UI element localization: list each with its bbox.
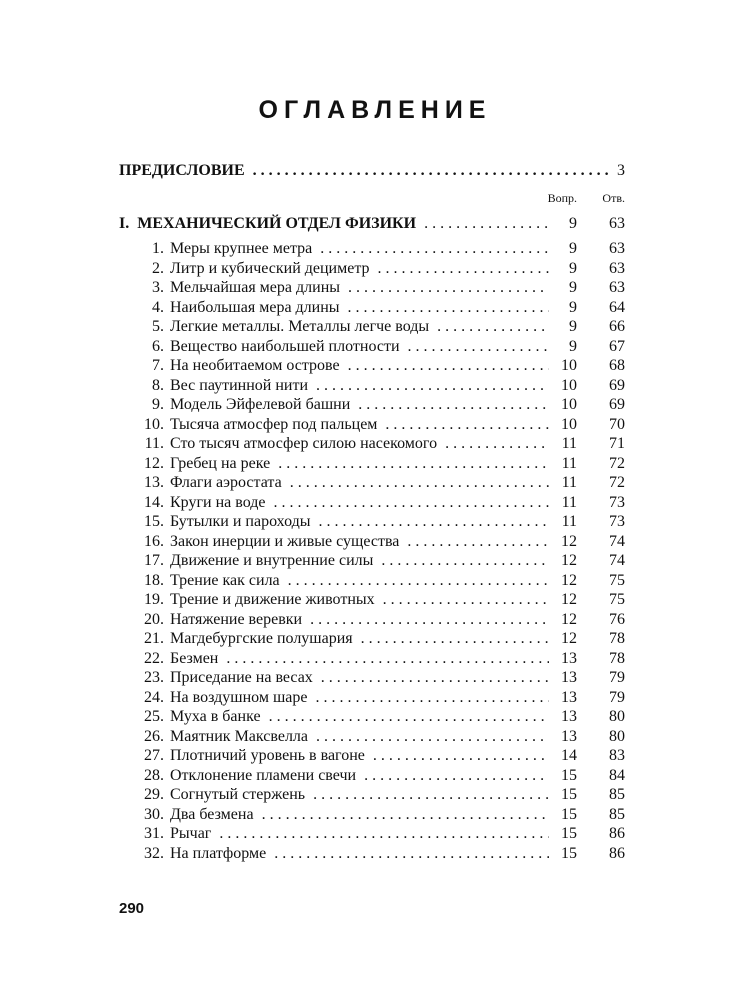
item-title: Два безмена (170, 805, 254, 823)
toc-item-row[interactable] (119, 629, 625, 649)
item-question-page: 11 (561, 435, 577, 452)
answer-column-header: Отв. (602, 191, 625, 205)
dot-leader (273, 493, 549, 513)
toc-item-row[interactable] (119, 415, 625, 435)
toc-item-row[interactable] (119, 512, 625, 532)
item-answer-page: 71 (609, 435, 625, 452)
item-title: Гребец на реке (170, 454, 271, 472)
item-question-page: 12 (561, 532, 577, 550)
item-title: Приседание на весах (170, 669, 313, 686)
dot-leader (316, 727, 549, 747)
item-answer-page: 85 (609, 805, 625, 823)
item-number: 20. (144, 610, 164, 628)
item-answer-page: 63 (609, 259, 625, 277)
item-number: 26. (144, 727, 164, 745)
item-title: Сто тысяч атмосфер силою насекомого (170, 435, 438, 452)
item-question-page: 10 (561, 415, 577, 433)
dot-leader (445, 434, 549, 454)
toc-item-row[interactable] (119, 454, 625, 474)
dot-leader (316, 376, 549, 396)
toc-item-row[interactable] (119, 590, 625, 610)
toc-item-row[interactable] (119, 317, 625, 337)
item-answer-page: 83 (609, 747, 625, 764)
item-answer-page: 66 (609, 318, 625, 335)
toc-item-row[interactable] (119, 259, 625, 279)
item-title: Закон инерции и живые существа (170, 532, 400, 550)
toc-item-row[interactable] (119, 493, 625, 513)
item-question-page: 12 (561, 571, 577, 589)
item-question-page: 13 (561, 649, 577, 667)
item-answer-page: 80 (609, 727, 625, 745)
item-number: 27. (144, 747, 164, 764)
dot-leader (348, 298, 549, 318)
item-title: Вещество наибольшей плотности (170, 337, 400, 355)
item-question-page: 10 (561, 376, 577, 394)
item-answer-page: 78 (609, 630, 625, 647)
item-number: 18. (144, 571, 164, 589)
dot-leader (407, 532, 549, 552)
item-answer-page: 69 (609, 396, 625, 413)
item-answer-page: 76 (609, 610, 625, 628)
dot-leader (348, 356, 549, 376)
item-answer-page: 64 (609, 298, 625, 316)
item-answer-page: 63 (609, 240, 625, 257)
item-answer-page: 74 (609, 552, 625, 569)
item-title: Меры крупнее метра (170, 240, 313, 257)
item-question-page: 11 (561, 454, 577, 472)
item-question-page: 13 (561, 688, 577, 706)
dot-leader (269, 707, 549, 727)
item-title: Маятник Максвелла (170, 727, 309, 745)
dot-leader (313, 785, 549, 805)
item-question-page: 15 (561, 805, 577, 823)
item-title: Движение и внутренние силы (170, 552, 374, 569)
dot-leader (437, 317, 549, 337)
dot-leader (288, 571, 549, 591)
item-question-page: 13 (561, 727, 577, 745)
dot-leader (226, 649, 549, 669)
item-number: 31. (144, 825, 164, 842)
item-answer-page: 73 (609, 493, 625, 511)
item-number: 15. (144, 513, 164, 530)
item-question-page: 10 (561, 396, 577, 413)
item-title: Магдебургские полушария (170, 630, 353, 647)
item-question-page: 15 (561, 825, 577, 842)
dot-leader (364, 766, 549, 786)
item-answer-page: 75 (609, 591, 625, 608)
item-number: 14. (144, 493, 164, 511)
item-answer-page: 70 (609, 415, 625, 433)
dot-leader (361, 629, 549, 649)
toc-item-row[interactable] (119, 571, 625, 591)
item-answer-page: 75 (609, 571, 625, 589)
section-question-page: 9 (569, 215, 577, 232)
toc-item-row[interactable] (119, 337, 625, 357)
toc-item-row[interactable] (119, 532, 625, 552)
toc-item-row[interactable] (119, 785, 625, 805)
toc-item-row[interactable] (119, 746, 625, 766)
item-number: 11. (144, 435, 164, 452)
item-question-page: 9 (569, 279, 577, 296)
item-answer-page: 79 (609, 669, 625, 686)
toc-item-row[interactable] (119, 844, 625, 864)
dot-leader (385, 415, 549, 435)
item-title: Тысяча атмосфер под пальцем (170, 415, 378, 433)
dot-leader (290, 473, 549, 493)
item-answer-page: 74 (609, 532, 625, 550)
preface-title: ПРЕДИСЛОВИЕ (119, 162, 245, 179)
item-title: Трение как сила (170, 571, 280, 589)
item-answer-page: 69 (609, 376, 625, 394)
table-of-contents (119, 160, 625, 863)
item-number: 2. (152, 259, 164, 277)
item-title: Согнутый стержень (170, 786, 306, 803)
item-title: Отклонение пламени свечи (170, 766, 357, 784)
item-question-page: 12 (561, 630, 577, 647)
item-title: Модель Эйфелевой башни (170, 396, 351, 413)
item-title: Плотничий уровень в вагоне (170, 747, 365, 764)
item-answer-page: 85 (609, 786, 625, 803)
toc-item-row[interactable] (119, 610, 625, 630)
item-answer-page: 84 (609, 766, 625, 784)
item-title: Вес паутинной нити (170, 376, 309, 394)
item-number: 29. (144, 786, 164, 803)
item-title: Мельчайшая мера длины (170, 279, 340, 296)
toc-item-row[interactable] (119, 356, 625, 376)
item-question-page: 11 (561, 493, 577, 511)
item-question-page: 15 (561, 844, 577, 862)
dot-leader (373, 746, 549, 766)
question-column-header: Вопр. (547, 191, 577, 205)
item-question-page: 14 (561, 747, 577, 764)
item-number: 10. (144, 415, 164, 433)
item-title: На воздушном шаре (170, 688, 308, 706)
item-number: 6. (152, 337, 164, 355)
item-title: Литр и кубический дециметр (170, 259, 370, 277)
item-question-page: 15 (561, 786, 577, 803)
item-answer-page: 73 (609, 513, 625, 530)
item-number: 22. (144, 649, 164, 667)
item-answer-page: 80 (609, 708, 625, 725)
item-number: 9. (152, 396, 164, 413)
dot-leader (310, 610, 549, 630)
item-answer-page: 72 (609, 454, 625, 472)
item-number: 19. (144, 591, 164, 608)
item-number: 5. (152, 318, 164, 335)
toc-item-row[interactable] (119, 434, 625, 454)
item-number: 30. (144, 805, 164, 823)
item-number: 1. (152, 240, 164, 257)
column-headers (119, 190, 625, 206)
toc-item-row[interactable] (119, 766, 625, 786)
item-answer-page: 67 (609, 337, 625, 355)
toc-section-row[interactable] (119, 214, 625, 234)
toc-item-row[interactable] (119, 239, 625, 259)
item-number: 21. (144, 630, 164, 647)
dot-leader (383, 590, 549, 610)
item-number: 24. (144, 688, 164, 706)
item-answer-page: 79 (609, 688, 625, 706)
page-title: ОГЛАВЛЕНИЕ (258, 96, 492, 124)
item-answer-page: 86 (609, 825, 625, 842)
item-question-page: 12 (561, 591, 577, 608)
dot-leader (321, 668, 549, 688)
dot-leader (378, 259, 549, 279)
item-question-page: 9 (569, 298, 577, 316)
item-question-page: 12 (561, 552, 577, 569)
item-title: Рычаг (170, 825, 212, 842)
item-question-page: 11 (561, 513, 577, 530)
dot-leader (278, 454, 549, 474)
toc-item-row[interactable] (119, 376, 625, 396)
item-question-page: 9 (569, 337, 577, 355)
item-question-page: 13 (561, 669, 577, 686)
item-title: Натяжение веревки (170, 610, 303, 628)
item-question-page: 9 (569, 318, 577, 335)
item-title: Флаги аэростата (170, 474, 282, 491)
toc-item-row[interactable] (119, 805, 625, 825)
toc-item-row[interactable] (119, 551, 625, 571)
item-title: Трение и движение животных (170, 591, 375, 608)
dot-leader (253, 160, 611, 182)
toc-item-row[interactable] (119, 824, 625, 844)
item-answer-page: 72 (609, 474, 625, 491)
toc-items (119, 239, 625, 863)
dot-leader (424, 214, 549, 234)
toc-item-row[interactable] (119, 649, 625, 669)
toc-item-row[interactable] (119, 473, 625, 493)
page-number: 290 (119, 900, 145, 917)
toc-item-row[interactable] (119, 278, 625, 298)
item-number: 4. (152, 298, 164, 316)
item-question-page: 13 (561, 708, 577, 725)
toc-item-row[interactable] (119, 727, 625, 747)
item-number: 25. (144, 708, 164, 725)
section-number: I. (119, 215, 130, 232)
section-title: МЕХАНИЧЕСКИЙ ОТДЕЛ ФИЗИКИ (137, 215, 417, 232)
toc-item-row[interactable] (119, 668, 625, 688)
item-title: На необитаемом острове (170, 357, 340, 374)
item-number: 17. (144, 552, 164, 569)
toc-item-row[interactable] (119, 688, 625, 708)
toc-item-row[interactable] (119, 395, 625, 415)
item-title: На платформе (170, 844, 267, 862)
item-answer-page: 78 (609, 649, 625, 667)
item-number: 8. (152, 376, 164, 394)
item-number: 3. (152, 279, 164, 296)
toc-preface-row[interactable] (119, 160, 625, 182)
item-answer-page: 86 (609, 844, 625, 862)
item-title: Бутылки и пароходы (170, 513, 311, 530)
item-answer-page: 63 (609, 279, 625, 296)
item-question-page: 15 (561, 766, 577, 784)
dot-leader (358, 395, 549, 415)
dot-leader (316, 688, 550, 708)
toc-item-row[interactable] (119, 298, 625, 318)
section-answer-page: 63 (609, 215, 625, 232)
dot-leader (348, 278, 549, 298)
dot-leader (320, 239, 549, 259)
item-number: 28. (144, 766, 164, 784)
toc-item-row[interactable] (119, 707, 625, 727)
item-question-page: 9 (569, 240, 577, 257)
preface-page: 3 (617, 162, 625, 179)
item-question-page: 12 (561, 610, 577, 628)
item-question-page: 10 (561, 357, 577, 374)
dot-leader (262, 805, 549, 825)
dot-leader (319, 512, 550, 532)
dot-leader (219, 824, 549, 844)
item-title: Наибольшая мера длины (170, 298, 340, 316)
item-title: Безмен (170, 649, 219, 667)
item-question-page: 11 (561, 474, 577, 491)
item-number: 23. (144, 669, 164, 686)
item-title: Муха в банке (170, 708, 261, 725)
item-number: 16. (144, 532, 164, 550)
item-number: 12. (144, 454, 164, 472)
item-title: Легкие металлы. Металлы легче воды (170, 318, 430, 335)
item-question-page: 9 (569, 259, 577, 277)
item-title: Круги на воде (170, 493, 266, 511)
item-number: 13. (144, 474, 164, 491)
dot-leader (408, 337, 550, 357)
dot-leader (381, 551, 549, 571)
item-number: 32. (144, 844, 164, 862)
item-answer-page: 68 (609, 357, 625, 374)
item-number: 7. (152, 357, 164, 374)
dot-leader (274, 844, 549, 864)
